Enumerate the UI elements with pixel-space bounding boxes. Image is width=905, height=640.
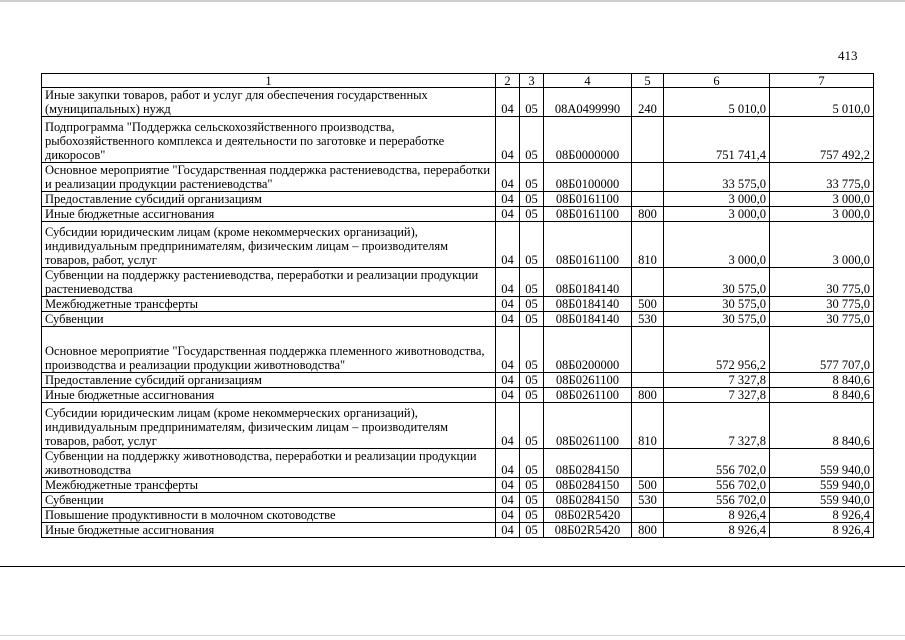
page-number: 413 — [838, 48, 858, 63]
row-subsection: 05 — [520, 207, 544, 222]
table-row — [42, 388, 874, 403]
table-row — [42, 268, 874, 297]
row-expense-type — [632, 117, 664, 163]
row-amount-2: 559 940,0 — [770, 478, 874, 493]
row-amount-1: 556 702,0 — [664, 493, 770, 508]
row-name: Субвенции на поддержку растениеводства, переработки и реализации продукции растениеводства — [42, 268, 496, 297]
row-target-code: 08Б0161100 — [544, 192, 632, 207]
row-name: Повышение продуктивности в молочном скотоводстве — [42, 508, 496, 523]
row-expense-type — [632, 449, 664, 478]
row-target-code: 08Б0184140 — [544, 297, 632, 312]
row-name: Субвенции на поддержку животноводства, переработки и реализации продукции животноводства — [42, 449, 496, 478]
row-amount-2: 3 000,0 — [770, 222, 874, 268]
row-amount-1: 556 702,0 — [664, 449, 770, 478]
row-target-code: 08Б0284150 — [544, 478, 632, 493]
row-expense-type — [632, 373, 664, 388]
row-amount-1: 3 000,0 — [664, 207, 770, 222]
row-amount-1: 7 327,8 — [664, 403, 770, 449]
row-amount-2: 8 926,4 — [770, 523, 874, 538]
row-amount-1: 30 575,0 — [664, 297, 770, 312]
row-subsection: 05 — [520, 327, 544, 373]
row-amount-1: 556 702,0 — [664, 478, 770, 493]
row-target-code: 08Б0261100 — [544, 373, 632, 388]
row-subsection: 05 — [520, 508, 544, 523]
row-section: 04 — [496, 207, 520, 222]
header-cell: 4 — [544, 74, 632, 88]
row-target-code: 08Б0284150 — [544, 493, 632, 508]
table-row — [42, 449, 874, 478]
row-target-code: 08Б0261100 — [544, 388, 632, 403]
row-subsection: 05 — [520, 163, 544, 192]
row-name: Субвенции — [42, 312, 496, 327]
row-expense-type: 500 — [632, 297, 664, 312]
row-expense-type — [632, 268, 664, 297]
row-subsection: 05 — [520, 388, 544, 403]
row-name: Основное мероприятие "Государственная поддержка растениеводства, переработки и реализации продукции растениеводства" — [42, 163, 496, 192]
row-target-code: 08Б02R5420 — [544, 523, 632, 538]
row-amount-1: 3 000,0 — [664, 192, 770, 207]
table-row — [42, 222, 874, 268]
row-target-code: 08А0499990 — [544, 88, 632, 117]
row-amount-2: 5 010,0 — [770, 88, 874, 117]
row-subsection: 05 — [520, 297, 544, 312]
page-crop-line — [0, 566, 905, 567]
row-subsection: 05 — [520, 373, 544, 388]
row-expense-type: 800 — [632, 207, 664, 222]
row-subsection: 05 — [520, 88, 544, 117]
row-name: Предоставление субсидий организациям — [42, 373, 496, 388]
row-section: 04 — [496, 192, 520, 207]
header-cell: 7 — [770, 74, 874, 88]
row-name: Основное мероприятие "Государственная поддержка племенного животноводства, производства и реализации продукции животноводства" — [42, 327, 496, 373]
row-name: Иные бюджетные ассигнования — [42, 207, 496, 222]
row-section: 04 — [496, 523, 520, 538]
scan-edge-top — [0, 0, 905, 2]
row-expense-type — [632, 163, 664, 192]
row-amount-2: 757 492,2 — [770, 117, 874, 163]
row-section: 04 — [496, 449, 520, 478]
row-amount-1: 8 926,4 — [664, 523, 770, 538]
table-row — [42, 493, 874, 508]
row-amount-1: 30 575,0 — [664, 268, 770, 297]
row-target-code: 08Б0284150 — [544, 449, 632, 478]
row-name: Иные бюджетные ассигнования — [42, 388, 496, 403]
row-amount-2: 8 840,6 — [770, 373, 874, 388]
row-amount-2: 30 775,0 — [770, 268, 874, 297]
row-subsection: 05 — [520, 523, 544, 538]
table-row — [42, 478, 874, 493]
row-name: Межбюджетные трансферты — [42, 478, 496, 493]
row-amount-2: 33 775,0 — [770, 163, 874, 192]
row-amount-2: 577 707,0 — [770, 327, 874, 373]
row-subsection: 05 — [520, 222, 544, 268]
row-expense-type: 240 — [632, 88, 664, 117]
table-row — [42, 192, 874, 207]
row-subsection: 05 — [520, 449, 544, 478]
table-row — [42, 508, 874, 523]
table-row — [42, 523, 874, 538]
header-cell: 2 — [496, 74, 520, 88]
row-target-code: 08Б0161100 — [544, 207, 632, 222]
row-subsection: 05 — [520, 192, 544, 207]
table-row — [42, 163, 874, 192]
row-section: 04 — [496, 88, 520, 117]
row-section: 04 — [496, 312, 520, 327]
row-amount-2: 3 000,0 — [770, 207, 874, 222]
row-amount-1: 3 000,0 — [664, 222, 770, 268]
table-row — [42, 327, 874, 373]
row-amount-2: 559 940,0 — [770, 493, 874, 508]
row-target-code: 08Б0184140 — [544, 312, 632, 327]
row-section: 04 — [496, 163, 520, 192]
row-section: 04 — [496, 403, 520, 449]
row-section: 04 — [496, 373, 520, 388]
row-section: 04 — [496, 493, 520, 508]
row-section: 04 — [496, 222, 520, 268]
row-name: Предоставление субсидий организациям — [42, 192, 496, 207]
header-cell: 1 — [42, 74, 496, 88]
row-amount-2: 8 840,6 — [770, 403, 874, 449]
row-section: 04 — [496, 327, 520, 373]
row-name: Межбюджетные трансферты — [42, 297, 496, 312]
row-name: Иные бюджетные ассигнования — [42, 523, 496, 538]
header-cell: 3 — [520, 74, 544, 88]
row-target-code: 08Б0100000 — [544, 163, 632, 192]
row-amount-2: 559 940,0 — [770, 449, 874, 478]
row-subsection: 05 — [520, 312, 544, 327]
row-target-code: 08Б0184140 — [544, 268, 632, 297]
row-expense-type — [632, 192, 664, 207]
row-section: 04 — [496, 508, 520, 523]
row-amount-1: 572 956,2 — [664, 327, 770, 373]
row-subsection: 05 — [520, 403, 544, 449]
row-amount-1: 751 741,4 — [664, 117, 770, 163]
header-cell: 6 — [664, 74, 770, 88]
row-target-code: 08Б0261100 — [544, 403, 632, 449]
header-cell: 5 — [632, 74, 664, 88]
row-expense-type — [632, 327, 664, 373]
row-expense-type: 800 — [632, 523, 664, 538]
row-name: Субвенции — [42, 493, 496, 508]
table-row — [42, 88, 874, 117]
table-row — [42, 312, 874, 327]
row-expense-type: 800 — [632, 388, 664, 403]
budget-table — [41, 73, 874, 538]
row-name: Субсидии юридическим лицам (кроме некоммерческих организаций), индивидуальным предпринимателям, физическим лицам – производителям товаров, работ, услуг — [42, 403, 496, 449]
row-name: Подпрограмма "Поддержка сельскохозяйственного производства, рыбохозяйственного комплекса и деятельности по заготовке и переработке дикоросов" — [42, 117, 496, 163]
table-row — [42, 207, 874, 222]
row-amount-2: 30 775,0 — [770, 297, 874, 312]
table-row — [42, 117, 874, 163]
row-section: 04 — [496, 297, 520, 312]
row-section: 04 — [496, 478, 520, 493]
row-amount-2: 8 926,4 — [770, 508, 874, 523]
row-amount-2: 8 840,6 — [770, 388, 874, 403]
scan-edge-bottom — [0, 635, 905, 636]
row-amount-1: 7 327,8 — [664, 388, 770, 403]
row-expense-type: 530 — [632, 312, 664, 327]
row-amount-2: 3 000,0 — [770, 192, 874, 207]
row-expense-type: 530 — [632, 493, 664, 508]
row-expense-type: 810 — [632, 222, 664, 268]
row-name: Субсидии юридическим лицам (кроме некоммерческих организаций), индивидуальным предпринимателям, физическим лицам – производителям товаров, работ, услуг — [42, 222, 496, 268]
row-name: Иные закупки товаров, работ и услуг для обеспечения государственных (муниципальных) нужд — [42, 88, 496, 117]
row-subsection: 05 — [520, 117, 544, 163]
row-amount-1: 30 575,0 — [664, 312, 770, 327]
row-target-code: 08Б0161100 — [544, 222, 632, 268]
row-section: 04 — [496, 268, 520, 297]
row-amount-1: 7 327,8 — [664, 373, 770, 388]
table-row — [42, 373, 874, 388]
table-row — [42, 403, 874, 449]
row-section: 04 — [496, 388, 520, 403]
row-subsection: 05 — [520, 493, 544, 508]
table-row — [42, 297, 874, 312]
row-expense-type: 810 — [632, 403, 664, 449]
row-expense-type: 500 — [632, 478, 664, 493]
row-target-code: 08Б0000000 — [544, 117, 632, 163]
row-target-code: 08Б02R5420 — [544, 508, 632, 523]
row-amount-1: 8 926,4 — [664, 508, 770, 523]
row-subsection: 05 — [520, 268, 544, 297]
row-target-code: 08Б0200000 — [544, 327, 632, 373]
row-amount-2: 30 775,0 — [770, 312, 874, 327]
row-section: 04 — [496, 117, 520, 163]
row-expense-type — [632, 508, 664, 523]
row-amount-1: 5 010,0 — [664, 88, 770, 117]
header-row — [42, 74, 874, 88]
row-amount-1: 33 575,0 — [664, 163, 770, 192]
row-subsection: 05 — [520, 478, 544, 493]
